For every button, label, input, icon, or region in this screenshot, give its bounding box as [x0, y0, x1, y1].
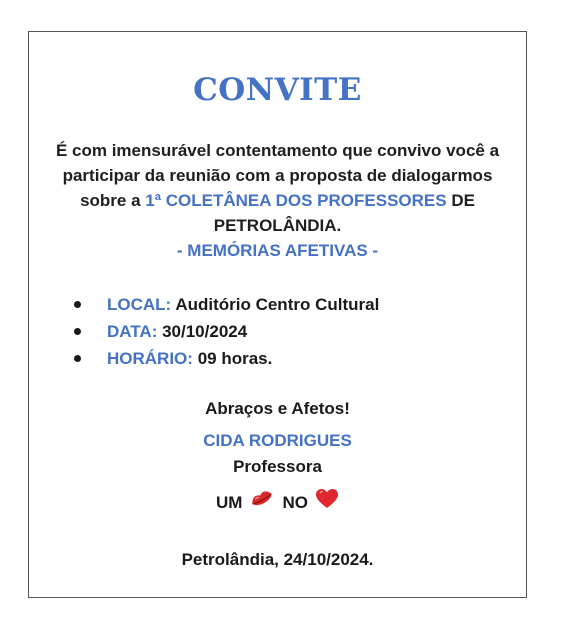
bullet-icon: [74, 355, 81, 362]
bullet-icon: [74, 328, 81, 335]
heart-icon: [315, 488, 339, 517]
detail-label: HORÁRIO:: [107, 349, 193, 368]
intro-line-4: PETROLÂNDIA.: [213, 216, 342, 235]
detail-label: DATA:: [107, 322, 158, 341]
intro-line-3: [37, 188, 518, 213]
emoji-message: [29, 488, 526, 517]
invitation-subtitle: - MEMÓRIAS AFETIVAS -: [176, 241, 379, 260]
invitation-title: CONVITE: [193, 72, 362, 108]
place-and-date: Petrolândia, 24/10/2024.: [181, 550, 374, 569]
intro-line-3-suffix: DE: [446, 191, 475, 210]
event-details-list: [29, 291, 526, 372]
intro-line-3-prefix: sobre a: [80, 191, 146, 210]
emoji-text-1: UM: [216, 492, 243, 512]
signer-name: CIDA RODRIGUES: [203, 431, 352, 450]
detail-local: [29, 291, 526, 318]
intro-line-1: É com imensurável contentamento que convivo você a: [55, 141, 500, 160]
signer-role: Professora: [233, 457, 322, 476]
detail-time: [29, 345, 526, 372]
detail-date: [29, 318, 526, 345]
emoji-text-2: NO: [282, 492, 308, 512]
detail-value: 30/10/2024: [162, 322, 248, 341]
bullet-icon: [74, 301, 81, 308]
lips-icon: [249, 488, 275, 517]
invitation-card: [28, 31, 527, 598]
detail-value: Auditório Centro Cultural: [175, 295, 380, 314]
intro-line-2: participar da reunião com a proposta de dialogarmos: [62, 166, 493, 185]
detail-value: 09 horas.: [197, 349, 273, 368]
invitation-intro: [37, 138, 518, 263]
detail-label: LOCAL:: [107, 295, 172, 314]
collection-name: 1ª COLETÂNEA DOS PROFESSORES: [145, 191, 447, 210]
greeting: Abraços e Afetos!: [205, 399, 350, 418]
